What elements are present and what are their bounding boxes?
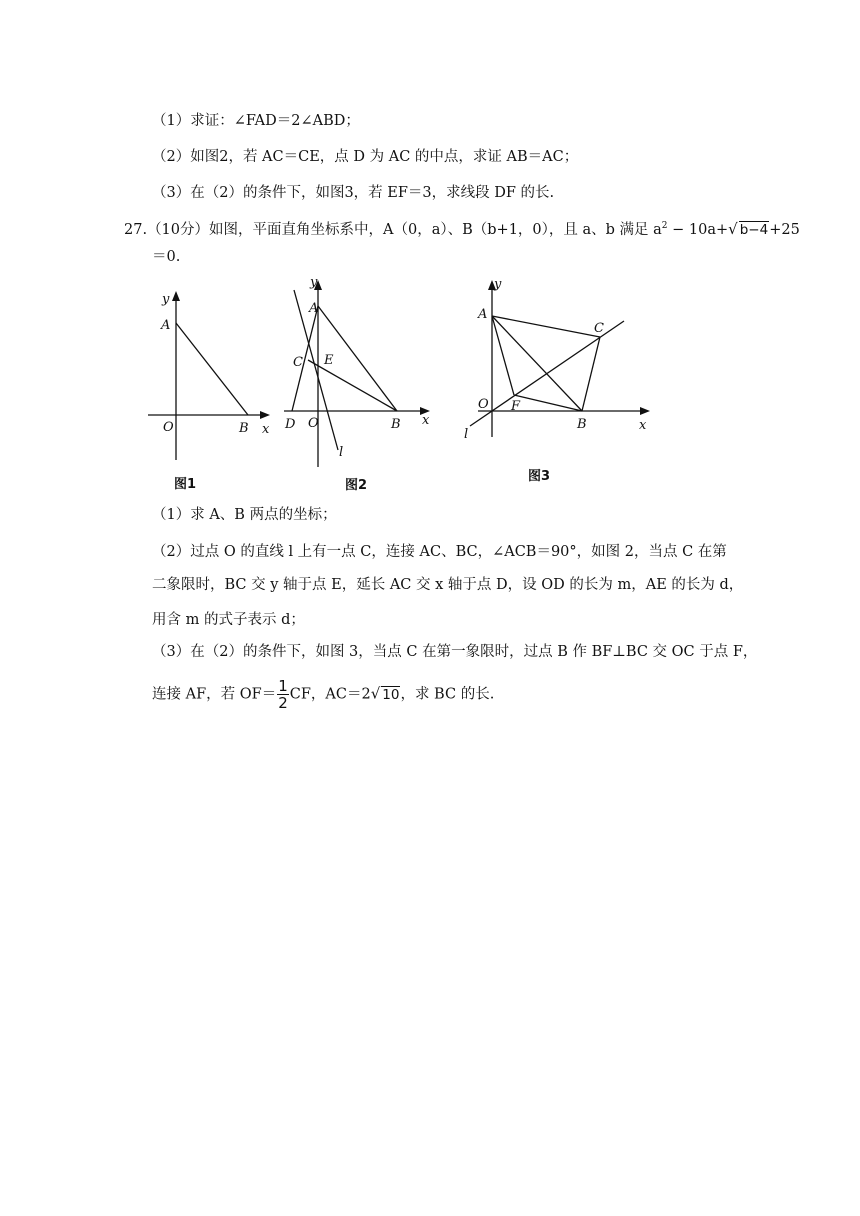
fig2-caption: 图2	[345, 478, 368, 493]
fig1-label-b: B	[239, 421, 249, 436]
fig2-label-l: l	[339, 445, 344, 460]
fig2-label-b: B	[391, 417, 401, 432]
fig3-label-c: C	[594, 321, 604, 336]
fig1-segment-ab	[176, 323, 248, 415]
radical-sign: √	[728, 219, 738, 238]
fig1-x-arrow	[260, 411, 270, 419]
figure-1	[140, 285, 280, 495]
problem-intro-text-b: − 10a+	[667, 221, 729, 238]
problem-27-part2-line2: 二象限时，BC 交 y 轴于点 E，延长 AC 交 x 轴于点 D，设 OD 的长为 m，AE 的长为 d，	[152, 577, 744, 593]
fraction-numerator: 1	[278, 677, 288, 695]
radical-sign: √	[370, 684, 381, 703]
fig3-label-x: x	[639, 418, 647, 433]
problem-27-part3-line2	[152, 678, 494, 711]
fig1-label-y: y	[162, 292, 170, 307]
fig3-x-arrow	[640, 407, 650, 415]
fig1-y-arrow	[172, 291, 180, 301]
fig2-label-c: C	[293, 355, 303, 370]
fig3-label-f: F	[511, 399, 521, 414]
fig3-label-b: B	[577, 417, 587, 432]
exponent: 2	[661, 221, 668, 231]
fig3-label-o: O	[478, 397, 489, 412]
part3-text-a: 连接 AF，若 OF＝	[152, 686, 277, 703]
fig1-label-x: x	[262, 422, 270, 437]
problem-intro-text: 如图，平面直角坐标系中，A（0，a）、B（b+1，0），且 a、b 满足 a	[209, 221, 662, 238]
problem-27-part3-line1: （3）在（2）的条件下，如图 3，当点 C 在第一象限时，过点 B 作 BF⊥BC 交 OC 于点 F，	[152, 644, 758, 660]
fig3-segment-fb	[514, 395, 582, 411]
figure-2	[278, 272, 438, 492]
part3-text-c: ，求 BC 的长.	[400, 686, 495, 703]
sqrt-expression: b−4	[739, 221, 769, 238]
fig2-label-x: x	[422, 413, 430, 428]
fig2-segment-cb	[308, 360, 397, 411]
fig2-label-a: A	[309, 301, 319, 316]
fig3-caption: 图3	[528, 469, 551, 484]
fig2-label-y: y	[310, 275, 318, 290]
question-26-part1: （1）求证：∠FAD＝2∠ABD；	[152, 113, 360, 129]
figure-3	[462, 272, 652, 492]
fig2-label-d: D	[285, 417, 296, 432]
problem-27-part1: （1）求 A、B 两点的坐标；	[152, 507, 337, 523]
problem-27-intro	[124, 216, 800, 240]
problem-intro-text-c: +25	[769, 221, 800, 238]
fraction-one-half	[277, 678, 289, 711]
sqrt-ten: 10	[382, 686, 400, 703]
part3-text-b: CF，AC＝2	[289, 686, 371, 703]
fig2-label-e: E	[324, 353, 334, 368]
fig2-label-o: O	[308, 416, 319, 431]
fig1-label-a: A	[161, 318, 171, 333]
problem-27-part2-line1: （2）过点 O 的直线 l 上有一点 C，连接 AC、BC，∠ACB＝90°，如图 2，当点 C 在第	[152, 544, 727, 560]
problem-number: 27.	[124, 221, 148, 238]
fig3-label-l: l	[464, 427, 469, 442]
problem-27-part2-line3: 用含 m 的式子表示 d；	[152, 612, 305, 628]
fig3-label-y: y	[494, 277, 502, 292]
fig1-label-o: O	[163, 420, 174, 435]
problem-score: （10分）	[147, 221, 210, 238]
fig3-label-a: A	[478, 307, 488, 322]
question-26-part3: （3）在（2）的条件下，如图3，若 EF＝3，求线段 DF 的长.	[152, 185, 555, 201]
fraction-denominator: 2	[278, 694, 288, 712]
fig1-caption: 图1	[174, 477, 197, 492]
problem-27-intro-line2: ＝0.	[152, 249, 181, 265]
question-26-part2: （2）如图2，若 AC＝CE，点 D 为 AC 的中点，求证 AB＝AC；	[152, 149, 579, 165]
